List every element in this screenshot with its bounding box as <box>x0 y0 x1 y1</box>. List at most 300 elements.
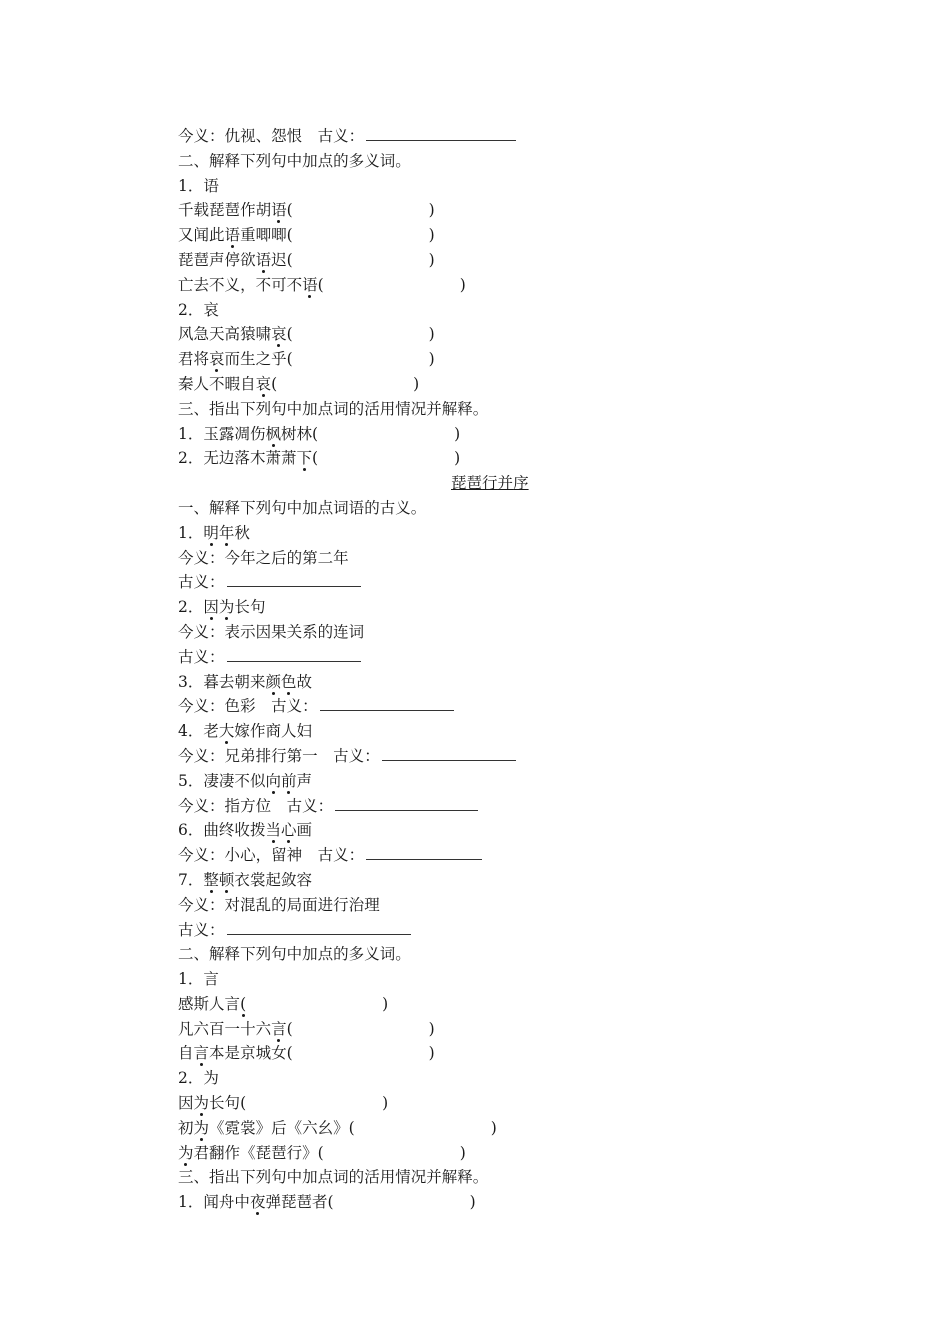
char: 混 <box>240 895 256 914</box>
char: 自 <box>240 374 256 393</box>
char: 今 <box>178 548 194 567</box>
char: 中 <box>286 1168 303 1187</box>
text-line <box>178 719 778 744</box>
char: ： <box>209 697 225 716</box>
char: 表 <box>224 622 241 641</box>
char: 语 <box>203 176 219 195</box>
char: 面 <box>302 895 318 914</box>
char: ： <box>348 127 365 145</box>
char: 义 <box>348 746 365 765</box>
char: 释 <box>224 945 241 964</box>
dotted-char: ( <box>240 994 247 1013</box>
char: 幺 <box>317 1118 334 1137</box>
char: 1 <box>178 523 188 542</box>
char: 载 <box>193 201 210 220</box>
text-line <box>178 620 778 645</box>
dotted-char: 语 <box>224 226 241 245</box>
char: 义 <box>193 895 210 914</box>
dotted-char: 年 <box>218 523 235 542</box>
char: 况 <box>410 399 427 418</box>
text-line <box>178 198 778 223</box>
char: 古 <box>178 573 194 592</box>
char: ： <box>209 796 225 815</box>
char: 人 <box>280 722 297 741</box>
char: 彩 <box>240 697 256 716</box>
char: 者 <box>312 1193 328 1212</box>
char: 容 <box>296 870 312 889</box>
char: 唧 <box>271 226 287 245</box>
text-line <box>178 496 778 521</box>
char: 终 <box>218 821 235 840</box>
char: 情 <box>395 399 411 418</box>
char: 可 <box>271 275 287 294</box>
text-line <box>178 1091 778 1116</box>
char: ， <box>255 846 272 865</box>
char: ： <box>209 895 225 914</box>
closing-paren: ) <box>459 1143 466 1162</box>
answer-blank[interactable] <box>335 794 478 811</box>
char: 停 <box>224 250 241 269</box>
char: 小 <box>224 846 241 865</box>
char: 今 <box>224 548 241 567</box>
char: 行 <box>286 1143 303 1162</box>
dotted-char: 心 <box>280 821 297 840</box>
char: 古 <box>317 127 334 145</box>
char: 词 <box>333 1168 349 1187</box>
dotted-char: 向 <box>265 771 281 790</box>
char: ， <box>240 275 256 294</box>
char: ( <box>271 374 278 393</box>
char: ． <box>187 672 204 691</box>
char: 1 <box>178 1193 188 1212</box>
char: 林 <box>296 424 312 443</box>
text-line <box>178 174 778 199</box>
char: 人 <box>209 994 225 1013</box>
char: 唧 <box>255 226 272 245</box>
char: 词 <box>348 622 365 641</box>
char: 句 <box>271 945 287 964</box>
char: 去 <box>218 672 235 691</box>
char: 而 <box>224 350 241 369</box>
char: 收 <box>234 821 250 840</box>
dotted-char: 言 <box>271 1019 287 1038</box>
char: 1 <box>178 970 188 989</box>
char: 百 <box>209 1019 225 1038</box>
char: 2 <box>178 300 188 319</box>
char: 弟 <box>240 746 256 765</box>
char: 多 <box>348 151 365 170</box>
char: 义 <box>193 920 210 939</box>
char: 裳 <box>249 870 266 889</box>
char: 行 <box>271 746 287 765</box>
char: 词 <box>379 945 396 964</box>
char: 义 <box>333 127 349 145</box>
char: 句 <box>271 151 287 170</box>
text-line <box>178 868 778 893</box>
char: 猿 <box>240 325 256 344</box>
char: 之 <box>255 548 272 567</box>
char: ： <box>317 796 334 815</box>
char: 活 <box>364 1168 380 1187</box>
char: 。 <box>472 1168 489 1187</box>
char: 秦 <box>178 374 194 393</box>
char: ． <box>187 722 204 741</box>
char: 点 <box>317 151 334 170</box>
dotted-char: 大 <box>218 722 235 741</box>
text-line <box>178 595 778 620</box>
char: 二 <box>178 151 194 170</box>
char: 、 <box>193 151 210 170</box>
char: 》 <box>333 1118 349 1137</box>
char: 、 <box>255 127 272 145</box>
char: 一 <box>224 1019 241 1038</box>
char: 兄 <box>224 746 241 765</box>
answer-blank[interactable] <box>382 744 516 761</box>
char: 十 <box>240 1019 256 1038</box>
char: 加 <box>302 399 318 418</box>
char: 5 <box>178 771 188 790</box>
char: ． <box>187 176 204 195</box>
char: 今 <box>178 697 194 716</box>
char: 、 <box>193 399 210 418</box>
char: 长 <box>234 598 250 617</box>
char: 《 <box>286 1118 303 1137</box>
char: 三 <box>178 399 194 418</box>
char: 义 <box>193 573 210 592</box>
text-line <box>178 670 778 695</box>
char: ： <box>209 647 225 666</box>
char: 词 <box>333 399 349 418</box>
char: 古 <box>333 746 349 765</box>
char: 。 <box>472 399 489 418</box>
dotted-char: 色 <box>280 672 297 691</box>
char: 进 <box>317 895 334 914</box>
char: 指 <box>209 399 225 418</box>
char: ( <box>286 1044 293 1063</box>
text-line <box>178 298 778 323</box>
dotted-char: 为 <box>193 1094 210 1113</box>
char: 一 <box>302 746 318 765</box>
char: 因 <box>178 1094 194 1113</box>
closing-paren: ) <box>469 1193 476 1212</box>
char: 用 <box>379 399 396 418</box>
text-line <box>178 149 778 174</box>
char: 声 <box>209 250 225 269</box>
char: 斯 <box>193 994 210 1013</box>
char: 敛 <box>280 870 297 889</box>
char: 三 <box>178 1168 194 1187</box>
char: 6 <box>178 821 188 840</box>
char: 不 <box>209 275 225 294</box>
char: 古 <box>286 796 303 815</box>
char: 后 <box>271 548 287 567</box>
char: 长 <box>209 1094 225 1113</box>
closing-paren: ) <box>428 201 435 220</box>
char: 释 <box>224 151 241 170</box>
dotted-char: 整 <box>203 870 219 889</box>
char: 人 <box>193 374 210 393</box>
char: ( <box>286 350 293 369</box>
dotted-char: 下 <box>296 449 312 468</box>
closing-paren: ) <box>428 325 435 344</box>
char: 下 <box>240 151 256 170</box>
char: 凄 <box>218 771 235 790</box>
char: ( <box>327 1193 334 1212</box>
char: 将 <box>193 350 210 369</box>
char: ： <box>209 573 225 592</box>
char: 裳 <box>240 1118 256 1137</box>
char: 义 <box>395 498 411 517</box>
text-line <box>178 694 778 719</box>
dotted-char: 顿 <box>218 870 235 889</box>
char: 古 <box>379 498 396 517</box>
dotted-char: 语 <box>255 250 272 269</box>
char: 玉 <box>203 424 219 443</box>
char: 边 <box>218 449 235 468</box>
closing-paren: ) <box>428 350 435 369</box>
dotted-char: 枫 <box>265 424 281 443</box>
char: 中 <box>234 1193 250 1212</box>
char: 衣 <box>234 870 250 889</box>
char: 此 <box>209 226 225 245</box>
char: 伤 <box>249 424 266 443</box>
char: 点 <box>317 498 334 517</box>
answer-blank[interactable] <box>320 694 454 711</box>
char: 行 <box>333 895 349 914</box>
char: 古 <box>178 647 194 666</box>
char: 古 <box>317 846 334 865</box>
char: 中 <box>286 151 303 170</box>
char: 列 <box>255 151 272 170</box>
char: 2 <box>178 449 188 468</box>
text-line <box>178 422 778 447</box>
char: ． <box>187 771 204 790</box>
char <box>256 697 272 715</box>
char: 2 <box>178 1069 188 1088</box>
char: 凡 <box>178 1019 194 1038</box>
char: 《 <box>209 1118 225 1137</box>
char: 言 <box>224 994 241 1013</box>
text-line <box>178 446 778 471</box>
char: 乱 <box>255 895 272 914</box>
text-line <box>178 322 778 347</box>
char: 今 <box>178 796 194 815</box>
answer-blank[interactable] <box>227 918 411 935</box>
char: ( <box>286 226 293 245</box>
closing-paren: ) <box>428 250 435 269</box>
char: ： <box>209 846 225 865</box>
char: 曲 <box>203 821 219 840</box>
char: 琶 <box>224 201 241 220</box>
char: ． <box>187 300 204 319</box>
char: 的 <box>286 548 303 567</box>
char: 弹 <box>265 1193 281 1212</box>
char: 作 <box>249 722 266 741</box>
char: 局 <box>286 895 303 914</box>
char: 解 <box>209 498 225 517</box>
answer-blank[interactable] <box>366 843 482 860</box>
char: ： <box>209 746 225 765</box>
closing-paren: ) <box>454 424 461 443</box>
char: 的 <box>333 151 349 170</box>
char: 凋 <box>234 424 250 443</box>
char: 义 <box>193 622 210 641</box>
char: ( <box>286 250 293 269</box>
char: 作 <box>224 1143 241 1162</box>
char: 琶 <box>271 1143 287 1162</box>
char: 千 <box>178 201 194 220</box>
char: 二 <box>178 945 194 964</box>
char: 老 <box>203 722 219 741</box>
char: 来 <box>249 672 266 691</box>
char: 后 <box>271 1118 287 1137</box>
answer-blank[interactable] <box>366 124 516 141</box>
text-line <box>178 124 778 149</box>
char: 君 <box>178 350 194 369</box>
dotted-char: 因 <box>203 598 219 617</box>
dotted-char: 明 <box>203 523 219 542</box>
char: 天 <box>209 325 225 344</box>
char: 下 <box>240 1168 256 1187</box>
char: 、 <box>193 1168 210 1187</box>
char: 木 <box>249 449 266 468</box>
char: 萧 <box>265 449 281 468</box>
char: 古 <box>178 920 194 939</box>
char: 年 <box>240 548 256 567</box>
char: 无 <box>203 449 219 468</box>
char: 用 <box>379 1168 396 1187</box>
char: 落 <box>234 449 250 468</box>
char: 闻 <box>193 226 210 245</box>
char: ． <box>187 523 204 542</box>
char: 今 <box>178 746 194 765</box>
char: 急 <box>193 325 210 344</box>
char: 色 <box>224 697 241 716</box>
char: 义 <box>193 127 210 145</box>
char: ． <box>187 424 204 443</box>
char: 今 <box>178 127 194 145</box>
char: 今 <box>178 846 194 865</box>
char: 今 <box>178 895 194 914</box>
char: 商 <box>265 722 281 741</box>
char: 六 <box>302 1118 318 1137</box>
char: 妇 <box>296 722 312 741</box>
char: 4 <box>178 722 188 741</box>
dotted-char: 哀 <box>209 350 225 369</box>
char: 琵 <box>209 201 225 220</box>
text-line <box>178 1017 778 1042</box>
char: 风 <box>178 325 194 344</box>
char: 《 <box>240 1143 256 1162</box>
char: 是 <box>224 1044 241 1063</box>
char: 解 <box>441 399 458 418</box>
char: ： <box>209 127 225 145</box>
char: 似 <box>249 771 266 790</box>
char: 古 <box>271 697 287 716</box>
text-line <box>178 843 778 868</box>
char: 二 <box>317 548 334 567</box>
char: 霓 <box>224 1118 241 1137</box>
closing-paren: ) <box>382 994 389 1013</box>
char: ． <box>187 1193 204 1212</box>
char: 3 <box>178 672 188 691</box>
char: 句 <box>271 399 287 418</box>
char: 第 <box>286 746 303 765</box>
char: 心 <box>240 846 256 865</box>
char: 2 <box>178 598 188 617</box>
char: 指 <box>209 1168 225 1187</box>
char: 琵 <box>178 250 194 269</box>
char: 琶 <box>193 250 210 269</box>
answer-blank[interactable] <box>227 570 361 587</box>
char: 加 <box>302 1168 318 1187</box>
char: ． <box>187 870 204 889</box>
char: 对 <box>224 895 241 914</box>
char: 并 <box>497 474 514 493</box>
closing-paren: ) <box>490 1118 497 1137</box>
char: ： <box>348 846 365 865</box>
char: 第 <box>302 548 318 567</box>
text-line <box>178 372 778 397</box>
char: 乎 <box>271 350 287 369</box>
char: 年 <box>333 548 349 567</box>
char: 留 <box>271 846 287 865</box>
char: ( <box>312 424 319 443</box>
char: 序 <box>513 474 529 493</box>
char: 琶 <box>466 474 483 493</box>
char: 义 <box>193 846 210 865</box>
char: 画 <box>296 821 312 840</box>
char: 连 <box>333 622 349 641</box>
char: 义 <box>193 746 210 765</box>
text-line <box>178 248 778 273</box>
char: 女 <box>271 1044 287 1063</box>
char: ． <box>187 449 204 468</box>
char: 义 <box>333 846 349 865</box>
dotted-char: 颜 <box>265 672 281 691</box>
dotted-char: 语 <box>302 275 318 294</box>
char: 仇 <box>224 127 241 145</box>
char: 治 <box>348 895 365 914</box>
char: 萧 <box>280 449 297 468</box>
char: 。 <box>395 945 411 964</box>
char: 不 <box>255 275 272 294</box>
dotted-char: 言 <box>193 1044 210 1063</box>
answer-blank[interactable] <box>227 645 361 662</box>
char: 不 <box>234 771 250 790</box>
char: 句 <box>271 1168 287 1187</box>
char <box>302 846 318 864</box>
char: ． <box>187 970 204 989</box>
closing-paren: ) <box>413 374 420 393</box>
char: 列 <box>255 1168 272 1187</box>
char: ． <box>187 821 204 840</box>
char: 的 <box>348 1168 365 1187</box>
char: 义 <box>364 151 380 170</box>
char: 视 <box>240 127 256 145</box>
char: ( <box>240 1094 247 1113</box>
char: 初 <box>178 1118 194 1137</box>
text-line <box>178 794 778 819</box>
closing-paren: ) <box>428 226 435 245</box>
char: 声 <box>296 771 312 790</box>
char: 加 <box>302 498 318 517</box>
char: 去 <box>193 275 210 294</box>
char: 系 <box>302 622 318 641</box>
text-line <box>178 347 778 372</box>
char: 词 <box>379 151 396 170</box>
char: 释 <box>457 1168 473 1187</box>
